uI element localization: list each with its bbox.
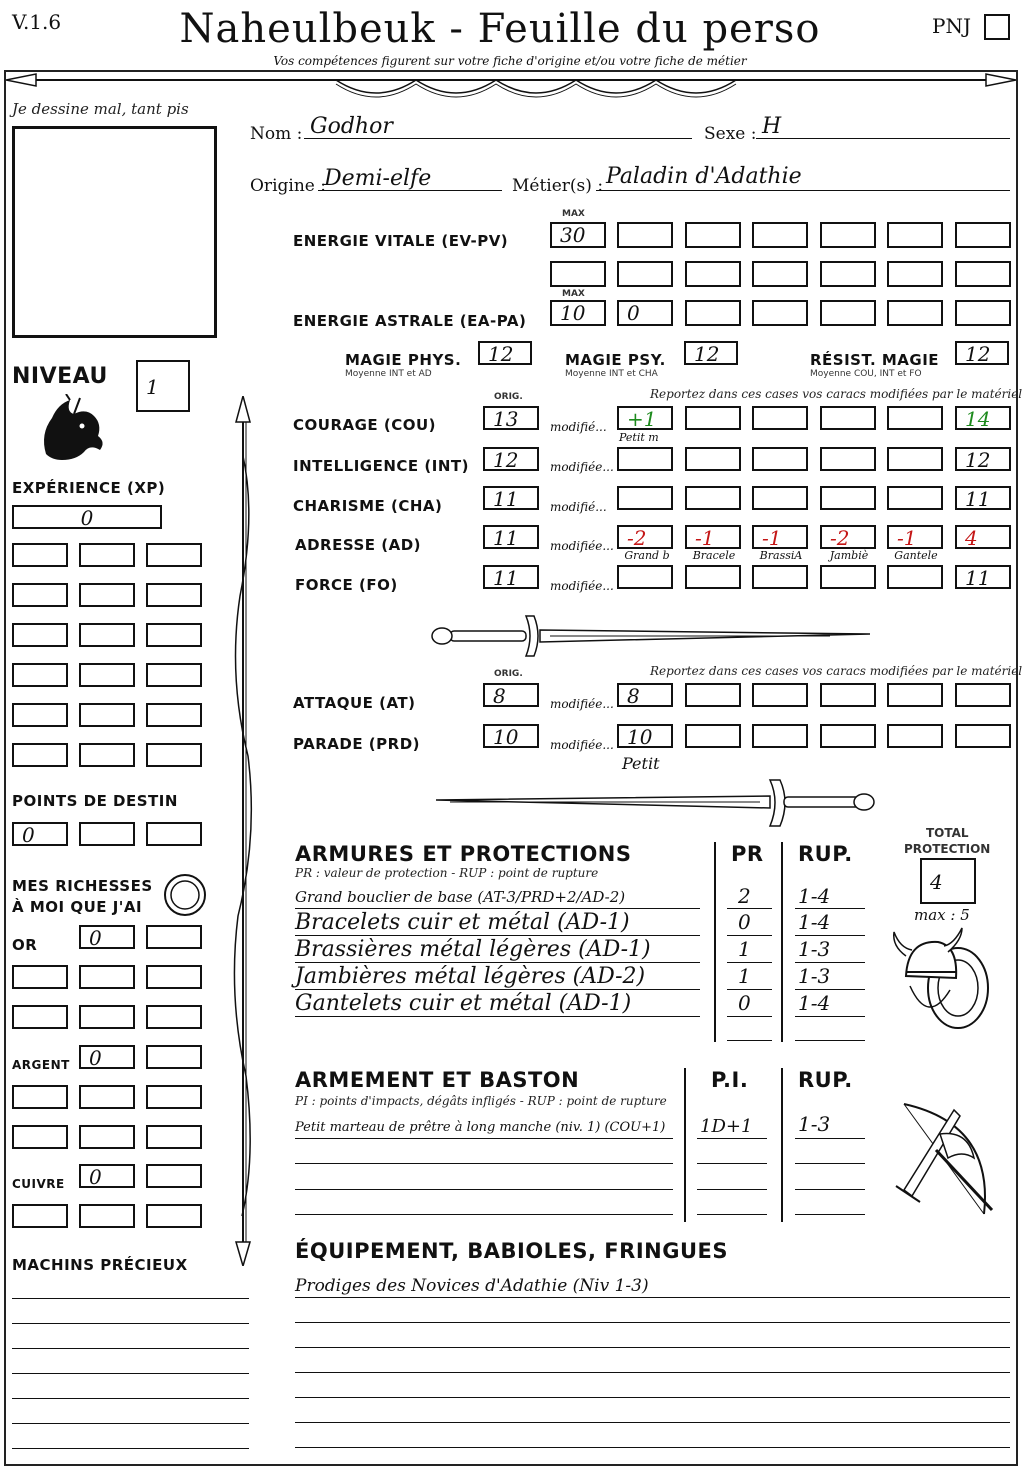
armure-rup-line: [795, 989, 865, 990]
machins-line: [12, 1373, 249, 1374]
ad-mod-box[interactable]: -2: [820, 525, 876, 549]
destin-box[interactable]: [79, 822, 135, 846]
armure-rup-line: [795, 908, 865, 909]
at-label: ATTAQUE (AT): [293, 694, 416, 712]
metier-field[interactable]: Paladin d'Adathie: [606, 164, 802, 189]
prd-mod-sub: Petit: [622, 754, 660, 773]
page-title: Naheulbeuk - Feuille du perso: [179, 6, 821, 52]
int-modif-label: modifiée...: [550, 460, 614, 474]
prd-box[interactable]: [685, 724, 741, 748]
int-box[interactable]: [617, 447, 673, 471]
niveau-label: NIVEAU: [12, 364, 108, 389]
pr-header: PR: [731, 842, 764, 866]
armure-pr-line: [727, 1016, 772, 1017]
origine-field[interactable]: Demi-elfe: [324, 166, 432, 191]
arme-line: [295, 1163, 673, 1164]
ea-label: ENERGIE ASTRALE (EA-PA): [293, 312, 527, 330]
equipement-line: [295, 1347, 1010, 1348]
cou-label: COURAGE (COU): [293, 416, 437, 434]
armure-name[interactable]: Grand bouclier de base (AT-3/PRD+2/AD-2): [295, 888, 626, 906]
equipement-line: [295, 1397, 1010, 1398]
xp-box[interactable]: [146, 703, 202, 727]
resist-magie-label: RÉSIST. MAGIE: [810, 351, 940, 369]
armures-title: ARMURES ET PROTECTIONS: [295, 842, 632, 866]
cuivre-box[interactable]: [146, 1164, 202, 1188]
equipement-line: [295, 1447, 1010, 1448]
ev-label: ENERGIE VITALE (EV-PV): [293, 232, 509, 250]
sexe-field[interactable]: H: [762, 114, 782, 139]
total-protection-max: max : 5: [914, 906, 970, 924]
ad-mod-box[interactable]: -1: [887, 525, 943, 549]
armure-pr[interactable]: 1: [738, 964, 751, 988]
cuivre-box[interactable]: 0: [79, 1164, 135, 1188]
page-subtitle: Vos compétences figurent sur votre fiche d'origine et/ou votre fiche de métier: [273, 54, 747, 68]
xp-box[interactable]: [146, 663, 202, 687]
cou-mod-sub: Petit m: [619, 431, 659, 444]
ev-box[interactable]: [617, 222, 673, 248]
xp-box[interactable]: [146, 623, 202, 647]
at-box[interactable]: [955, 683, 1011, 707]
xp-box[interactable]: [12, 623, 68, 647]
origine-label: Origine :: [250, 176, 326, 196]
ea-box[interactable]: [887, 300, 943, 326]
cha-label: CHARISME (CHA): [293, 497, 443, 515]
ev-box[interactable]: [820, 261, 876, 287]
fo-label: FORCE (FO): [295, 576, 398, 594]
ad-label: ADRESSE (AD): [295, 536, 422, 554]
ea-max-box[interactable]: 10: [550, 300, 606, 326]
pnj-label: PNJ: [932, 14, 971, 38]
arme-name[interactable]: Petit marteau de prêtre à long manche (niv. 1) (COU+1): [295, 1120, 666, 1135]
ev-box[interactable]: [752, 222, 808, 248]
cou-box[interactable]: [887, 406, 943, 430]
armure-pr[interactable]: 0: [738, 991, 751, 1015]
equipement-line: [295, 1297, 1010, 1298]
armure-rup[interactable]: 1-3: [798, 937, 831, 961]
cuivre-box[interactable]: [79, 1204, 135, 1228]
ev-box[interactable]: [887, 261, 943, 287]
xp-box[interactable]: [79, 703, 135, 727]
total-protection-label: PROTECTION: [904, 842, 991, 856]
machins-line: [12, 1423, 249, 1424]
ad-mod-box[interactable]: -1: [685, 525, 741, 549]
fo-box[interactable]: [820, 565, 876, 589]
richesses-label: À MOI QUE J'AI: [12, 898, 143, 916]
cha-box[interactable]: [685, 486, 741, 510]
total-protection-label: TOTAL: [926, 826, 969, 840]
xp-box[interactable]: [79, 543, 135, 567]
ev-box[interactable]: [955, 261, 1011, 287]
arme-line: [295, 1189, 673, 1190]
xp-box[interactable]: [146, 543, 202, 567]
int-label: INTELLIGENCE (INT): [293, 457, 469, 475]
ad-mod-box[interactable]: -2: [617, 525, 673, 549]
int-orig-box[interactable]: 12: [483, 447, 539, 471]
pnj-checkbox[interactable]: [984, 14, 1010, 40]
ad-mod-box[interactable]: -1: [752, 525, 808, 549]
armure-name[interactable]: Bracelets cuir et métal (AD-1): [295, 910, 630, 935]
armure-pr-line: [727, 935, 772, 936]
ev-box[interactable]: [550, 261, 606, 287]
metier-line: [596, 190, 1010, 191]
armure-rup[interactable]: 1-4: [798, 991, 831, 1015]
armure-pr[interactable]: 1: [738, 937, 751, 961]
cuivre-label: CUIVRE: [12, 1177, 65, 1191]
int-box[interactable]: [887, 447, 943, 471]
nom-field[interactable]: Godhor: [310, 114, 393, 139]
armures-divider: [781, 842, 783, 1042]
or-label: OR: [12, 936, 38, 954]
at-orig-box[interactable]: 8: [483, 683, 539, 707]
armure-rup-line: [795, 1016, 865, 1017]
arme-pi-line: [697, 1163, 767, 1164]
cha-box[interactable]: [820, 486, 876, 510]
armure-pr-line: [727, 989, 772, 990]
cha-modif-label: modifié...: [550, 500, 607, 514]
arme-rup-line: [795, 1163, 865, 1164]
fo-final-box[interactable]: 11: [955, 565, 1011, 589]
machins-line: [12, 1398, 249, 1399]
magie-phys-box[interactable]: 12: [478, 341, 532, 365]
xp-box[interactable]: 0: [12, 505, 162, 529]
ad-mod-sub: Grand b: [624, 549, 670, 562]
portrait-box[interactable]: [12, 126, 217, 338]
helmet-shield-icon: [888, 926, 998, 1036]
int-box[interactable]: [820, 447, 876, 471]
sexe-line: [756, 138, 1010, 139]
xp-box[interactable]: [12, 543, 68, 567]
at-box[interactable]: [752, 683, 808, 707]
armure-rup-line: [795, 1040, 865, 1041]
or-box[interactable]: [79, 1005, 135, 1029]
cou-mod-box[interactable]: +1: [617, 406, 673, 430]
fo-box[interactable]: [752, 565, 808, 589]
ea-box[interactable]: [752, 300, 808, 326]
fo-modif-label: modifiée...: [550, 579, 614, 593]
sword-decoration: [430, 778, 876, 828]
ev-max-label: MAX: [562, 209, 585, 219]
armement-divider: [781, 1068, 783, 1222]
richesses-label: MES RICHESSES: [12, 877, 153, 895]
weapons-icon: [884, 1094, 1008, 1218]
ad-mod-sub: Jambiè: [829, 549, 869, 562]
ad-modif-label: modifiée...: [550, 539, 614, 553]
ea-box[interactable]: [820, 300, 876, 326]
xp-label: EXPÉRIENCE (XP): [12, 479, 166, 497]
destin-label: POINTS DE DESTIN: [12, 792, 178, 810]
or-box[interactable]: [12, 965, 68, 989]
argent-box[interactable]: [146, 1085, 202, 1109]
armement-divider: [684, 1068, 686, 1222]
magie-psy-sub: Moyenne INT et CHA: [565, 369, 658, 379]
machins-line: [12, 1348, 249, 1349]
armure-name[interactable]: Gantelets cuir et métal (AD-1): [295, 991, 632, 1016]
xp-box[interactable]: [79, 663, 135, 687]
armure-name[interactable]: Jambières métal légères (AD-2): [295, 964, 646, 989]
xp-box[interactable]: [79, 623, 135, 647]
equipement-line: [295, 1422, 1010, 1423]
armure-line: [295, 908, 700, 909]
xp-box[interactable]: [146, 743, 202, 767]
or-box[interactable]: [12, 1005, 68, 1029]
armure-pr-line: [727, 908, 772, 909]
argent-box[interactable]: [79, 1085, 135, 1109]
spear-decoration: [228, 396, 258, 1266]
xp-box[interactable]: [12, 703, 68, 727]
ev-box[interactable]: [685, 261, 741, 287]
orig-label: ORIG.: [494, 392, 523, 402]
arme-rup-line: [795, 1214, 865, 1215]
armure-pr[interactable]: 2: [738, 884, 751, 908]
cou-box[interactable]: [820, 406, 876, 430]
armure-pr[interactable]: 0: [738, 910, 751, 934]
cha-box[interactable]: [617, 486, 673, 510]
at-modif-label: modifiée...: [550, 697, 614, 711]
fo-orig-box[interactable]: 11: [483, 565, 539, 589]
ev-box[interactable]: [752, 261, 808, 287]
armement-subtitle: PI : points d'impacts, dégâts infligés - RUP : point de rupture: [295, 1094, 667, 1108]
portrait-caption: Je dessine mal, tant pis: [12, 100, 189, 118]
equipement-line: [295, 1372, 1010, 1373]
cha-box[interactable]: [887, 486, 943, 510]
armure-rup[interactable]: 1-4: [798, 910, 831, 934]
magie-psy-box[interactable]: 12: [684, 341, 738, 365]
argent-box[interactable]: [12, 1085, 68, 1109]
ad-final-box[interactable]: 4: [955, 525, 1011, 549]
int-final-box[interactable]: 12: [955, 447, 1011, 471]
cha-final-box[interactable]: 11: [955, 486, 1011, 510]
version-label: V.1.6: [12, 10, 62, 34]
arme-line: [295, 1138, 673, 1139]
nom-label: Nom :: [250, 124, 303, 144]
machins-label: MACHINS PRÉCIEUX: [12, 1256, 188, 1274]
cuivre-box[interactable]: [12, 1204, 68, 1228]
argent-box[interactable]: [79, 1125, 135, 1149]
equipement-item[interactable]: Prodiges des Novices d'Adathie (Niv 1-3): [295, 1276, 649, 1296]
or-box[interactable]: 0: [79, 925, 135, 949]
ea-current-box[interactable]: 0: [617, 300, 673, 326]
armures-divider: [714, 842, 716, 1042]
arme-rup[interactable]: 1-3: [798, 1112, 831, 1136]
rup-header: RUP.: [798, 842, 853, 866]
armure-line: [295, 962, 700, 963]
xp-box[interactable]: [12, 583, 68, 607]
sexe-label: Sexe :: [704, 124, 757, 144]
armure-rup[interactable]: 1-4: [798, 884, 831, 908]
armure-rup-line: [795, 935, 865, 936]
coin-icon: [162, 872, 208, 918]
cou-box[interactable]: [685, 406, 741, 430]
cuivre-box[interactable]: [146, 1204, 202, 1228]
at-box[interactable]: [820, 683, 876, 707]
ev-box[interactable]: [820, 222, 876, 248]
or-box[interactable]: [146, 1005, 202, 1029]
magie-psy-label: MAGIE PSY.: [565, 351, 666, 369]
ev-box[interactable]: [887, 222, 943, 248]
sword-decoration: [430, 612, 876, 658]
cha-box[interactable]: [752, 486, 808, 510]
equipement-line: [295, 1322, 1010, 1323]
combat-orig-label: ORIG.: [494, 669, 523, 679]
prd-orig-box[interactable]: 10: [483, 724, 539, 748]
armure-rup[interactable]: 1-3: [798, 964, 831, 988]
prd-label: PARADE (PRD): [293, 735, 421, 753]
cou-orig-box[interactable]: 13: [483, 406, 539, 430]
metier-label: Métier(s) :: [512, 176, 604, 196]
ad-mod-sub: BrassiA: [759, 549, 803, 562]
or-box[interactable]: [146, 965, 202, 989]
niveau-box[interactable]: 1: [136, 360, 190, 412]
xp-box[interactable]: [12, 743, 68, 767]
total-protection-box[interactable]: 4: [920, 858, 976, 904]
armure-line: [295, 935, 700, 936]
argent-box[interactable]: [146, 1045, 202, 1069]
at-box[interactable]: [887, 683, 943, 707]
ev-max-box[interactable]: 30: [550, 222, 606, 248]
at-box[interactable]: [685, 683, 741, 707]
ad-mod-sub: Gantele: [894, 549, 938, 562]
ea-box[interactable]: [685, 300, 741, 326]
armure-rup-line: [795, 962, 865, 963]
arme-pi-line: [697, 1214, 767, 1215]
prd-mod-box[interactable]: 10: [617, 724, 673, 748]
magie-phys-label: MAGIE PHYS.: [345, 351, 462, 369]
xp-box[interactable]: [146, 583, 202, 607]
armure-line: [295, 989, 700, 990]
argent-box[interactable]: [146, 1125, 202, 1149]
int-box[interactable]: [752, 447, 808, 471]
fo-box[interactable]: [685, 565, 741, 589]
resist-magie-box[interactable]: 12: [955, 341, 1009, 365]
armure-line: [295, 1016, 700, 1017]
ea-max-label: MAX: [562, 289, 585, 299]
or-box[interactable]: [79, 965, 135, 989]
argent-box[interactable]: 0: [79, 1045, 135, 1069]
armement-rup-header: RUP.: [798, 1068, 853, 1092]
armure-name[interactable]: Brassières métal légères (AD-1): [295, 937, 651, 962]
pi-header: P.I.: [711, 1068, 749, 1092]
prd-box[interactable]: [887, 724, 943, 748]
ad-mod-sub: Bracele: [692, 549, 736, 562]
xp-box[interactable]: [12, 663, 68, 687]
arme-rup-line: [795, 1138, 865, 1139]
cou-modif-label: modifié...: [550, 420, 607, 434]
combat-note: Reportez dans ces cases vos caracs modifiées par le matériel: [650, 664, 1023, 678]
arme-line: [295, 1214, 673, 1215]
armement-title: ARMEMENT ET BASTON: [295, 1068, 580, 1092]
xp-box[interactable]: [79, 583, 135, 607]
argent-box[interactable]: [12, 1125, 68, 1149]
prd-box[interactable]: [820, 724, 876, 748]
machins-line: [12, 1298, 249, 1299]
ea-box[interactable]: [955, 300, 1011, 326]
fo-box[interactable]: [887, 565, 943, 589]
armures-subtitle: PR : valeur de protection - RUP : point de rupture: [295, 866, 599, 880]
caracs-note: Reportez dans ces cases vos caracs modifiées par le matériel: [650, 387, 1023, 401]
cha-orig-box[interactable]: 11: [483, 486, 539, 510]
armure-pr-line: [727, 962, 772, 963]
equipement-title: ÉQUIPEMENT, BABIOLES, FRINGUES: [295, 1239, 728, 1263]
resist-magie-sub: Moyenne COU, INT et FO: [810, 369, 922, 379]
cou-box[interactable]: [752, 406, 808, 430]
ad-orig-box[interactable]: 11: [483, 525, 539, 549]
xp-box[interactable]: [79, 743, 135, 767]
arme-rup-line: [795, 1189, 865, 1190]
at-mod-box[interactable]: 8: [617, 683, 673, 707]
machins-line: [12, 1323, 249, 1324]
armure-pr-line: [727, 1040, 772, 1041]
magie-phys-sub: Moyenne INT et AD: [345, 369, 432, 379]
ev-box[interactable]: [617, 261, 673, 287]
dragon-head-icon: [36, 394, 108, 466]
ev-box[interactable]: [685, 222, 741, 248]
arme-pi-line: [697, 1189, 767, 1190]
arme-pi[interactable]: 1D+1: [700, 1116, 753, 1137]
prd-box[interactable]: [752, 724, 808, 748]
destin-box[interactable]: 0: [12, 822, 68, 846]
int-box[interactable]: [685, 447, 741, 471]
prd-box[interactable]: [955, 724, 1011, 748]
destin-box[interactable]: [146, 822, 202, 846]
machins-line: [12, 1448, 249, 1449]
fo-box[interactable]: [617, 565, 673, 589]
prd-modif-label: modifiée...: [550, 738, 614, 752]
cou-final-box[interactable]: 14: [955, 406, 1011, 430]
arme-pi-line: [697, 1138, 767, 1139]
or-box[interactable]: [146, 925, 202, 949]
ev-box[interactable]: [955, 222, 1011, 248]
argent-label: ARGENT: [12, 1058, 70, 1072]
